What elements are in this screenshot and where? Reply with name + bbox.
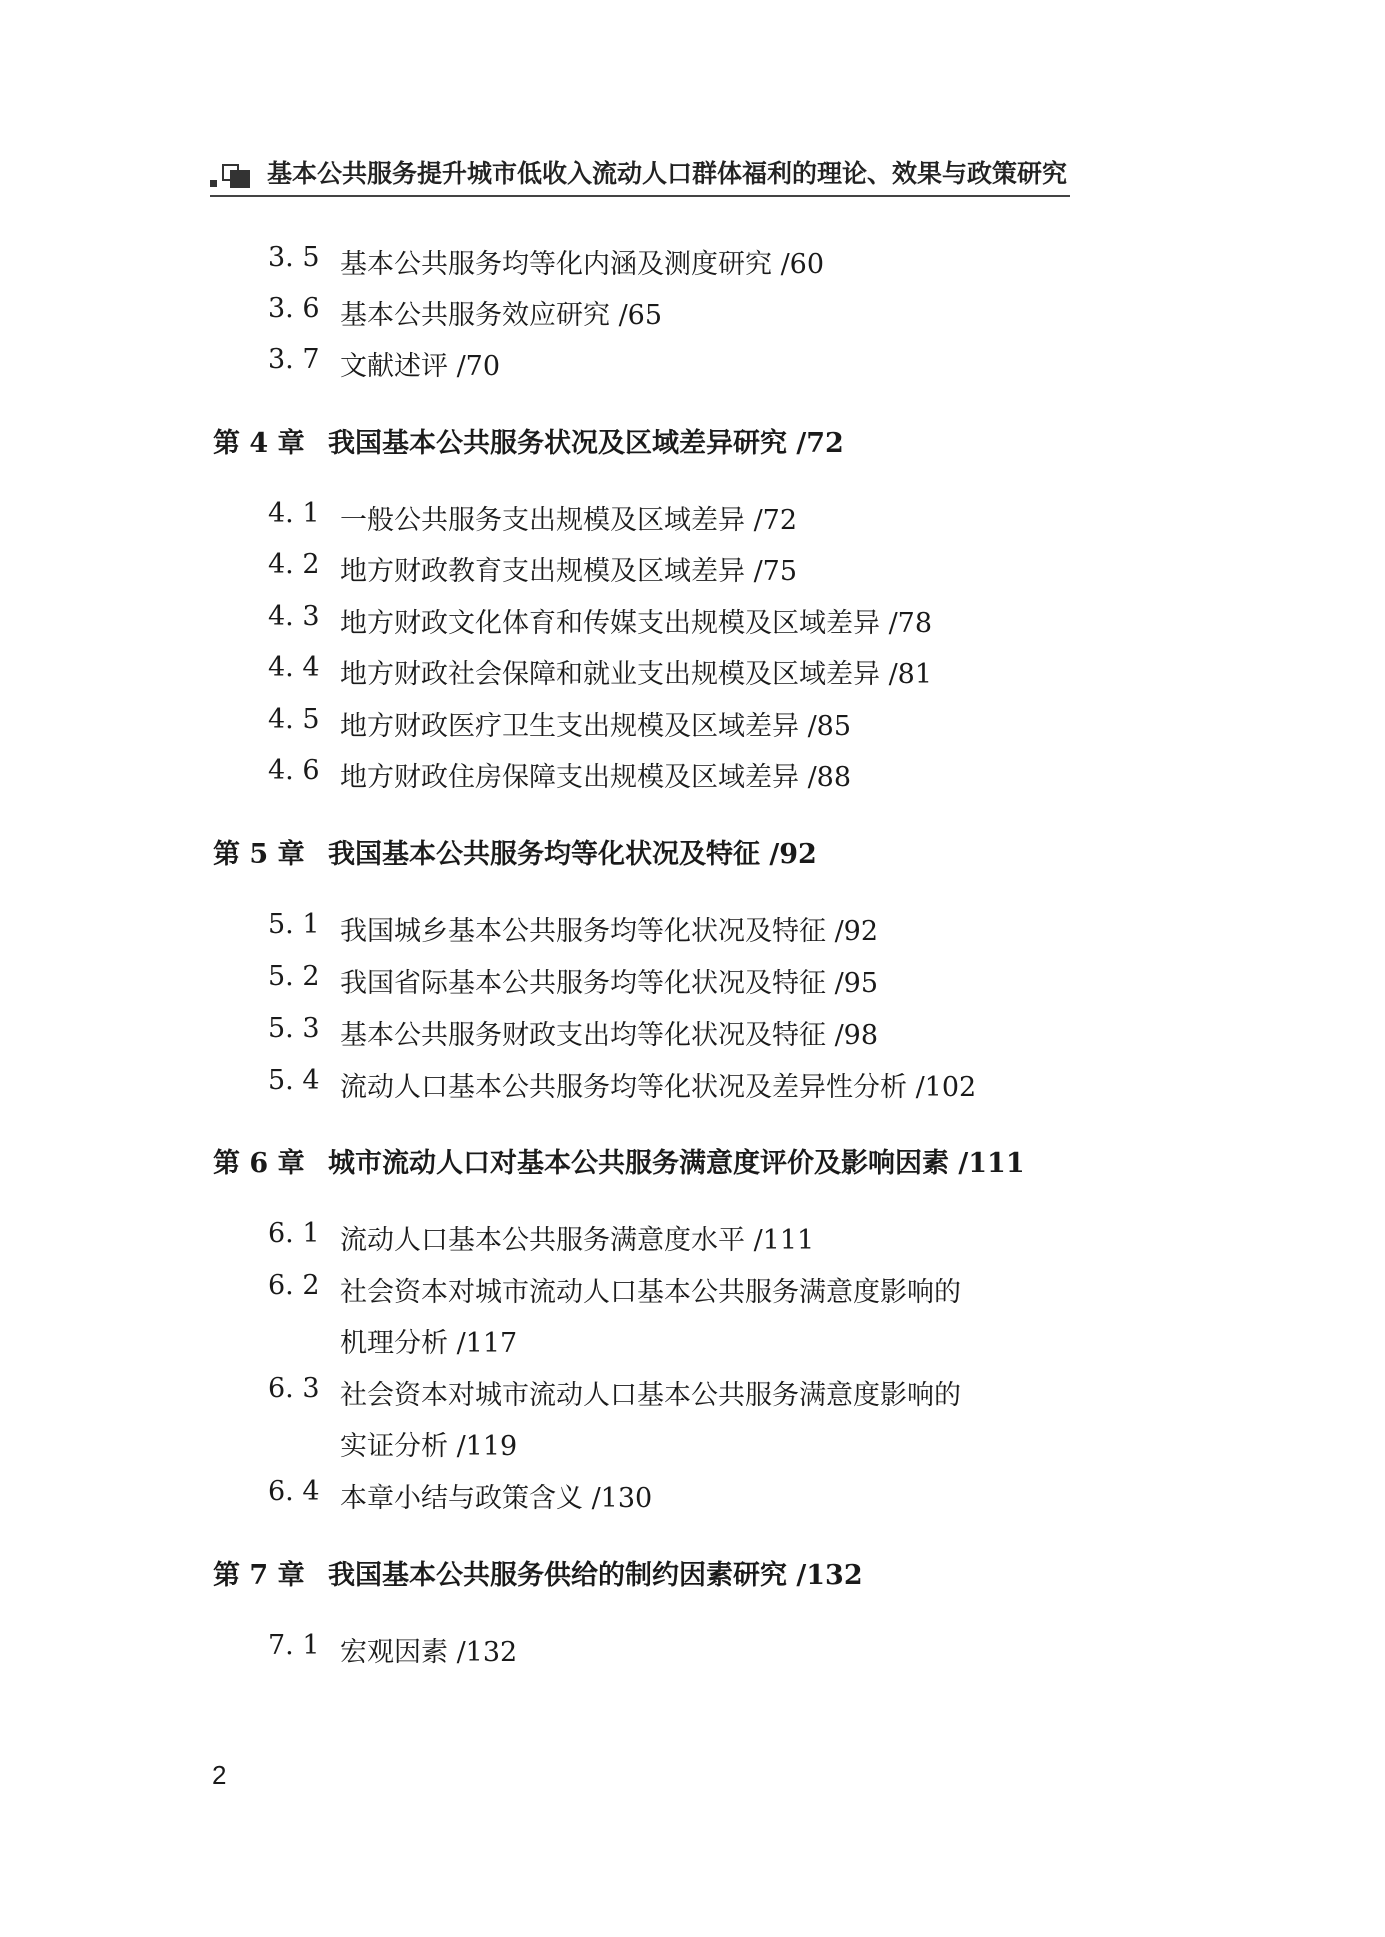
section-title: 机理分析 /117 [340,1328,518,1359]
section-title: 社会资本对城市流动人口基本公共服务满意度影响的 [340,1380,961,1411]
section-number: 7. 1 [268,1630,320,1661]
section-number: 5. 4 [268,1065,320,1096]
section-title: 基本公共服务均等化内涵及测度研究 /60 [340,249,825,280]
section-number: 3. 7 [268,344,320,375]
chapter-title: 我国基本公共服务供给的制约因素研究 /132 [328,1560,863,1591]
section-title: 实证分析 /119 [340,1431,518,1462]
section-number: 6. 2 [268,1270,320,1301]
section-title: 一般公共服务支出规模及区域差异 /72 [340,505,798,536]
section-title: 基本公共服务财政支出均等化状况及特征 /98 [340,1020,879,1051]
section-title: 文献述评 /70 [340,351,501,382]
section-title: 地方财政教育支出规模及区域差异 /75 [340,556,798,587]
section-title: 社会资本对城市流动人口基本公共服务满意度影响的 [340,1277,961,1308]
section-number: 4. 2 [268,549,320,580]
section-title: 宏观因素 /132 [340,1637,518,1668]
section-number: 6. 3 [268,1373,320,1404]
chapter-number: 第 6 章 [213,1148,305,1179]
section-title: 流动人口基本公共服务均等化状况及差异性分析 /102 [340,1072,977,1103]
section-title: 地方财政社会保障和就业支出规模及区域差异 /81 [340,659,933,690]
section-number: 5. 2 [268,961,320,992]
section-title: 流动人口基本公共服务满意度水平 /111 [340,1225,815,1256]
section-title: 我国城乡基本公共服务均等化状况及特征 /92 [340,916,879,947]
section-number: 4. 3 [268,601,320,632]
section-title: 地方财政医疗卫生支出规模及区域差异 /85 [340,711,852,742]
chapter-title: 城市流动人口对基本公共服务满意度评价及影响因素 /111 [328,1148,1025,1179]
section-number: 6. 1 [268,1218,320,1249]
chapter-number: 第 5 章 [213,839,305,870]
section-number: 4. 5 [268,704,320,735]
header-title: 基本公共服务提升城市低收入流动人口群体福利的理论、效果与政策研究 [267,159,1068,188]
chapter-number: 第 7 章 [213,1560,305,1591]
section-number: 4. 6 [268,755,320,786]
section-title: 我国省际基本公共服务均等化状况及特征 /95 [340,968,879,999]
section-number: 4. 4 [268,652,320,683]
chapter-title: 我国基本公共服务状况及区域差异研究 /72 [328,428,844,459]
chapter-number: 第 4 章 [213,428,305,459]
section-number: 5. 3 [268,1013,320,1044]
section-number: 3. 6 [268,293,320,324]
section-number: 6. 4 [268,1476,320,1507]
section-title: 地方财政住房保障支出规模及区域差异 /88 [340,762,852,793]
section-title: 地方财政文化体育和传媒支出规模及区域差异 /78 [340,608,933,639]
section-number: 3. 5 [268,242,320,273]
section-number: 5. 1 [268,909,320,940]
page-number: 2 [212,1760,227,1790]
chapter-title: 我国基本公共服务均等化状况及特征 /92 [328,839,817,870]
section-title: 本章小结与政策含义 /130 [340,1483,653,1514]
section-number: 4. 1 [268,498,320,529]
section-title: 基本公共服务效应研究 /65 [340,300,663,331]
